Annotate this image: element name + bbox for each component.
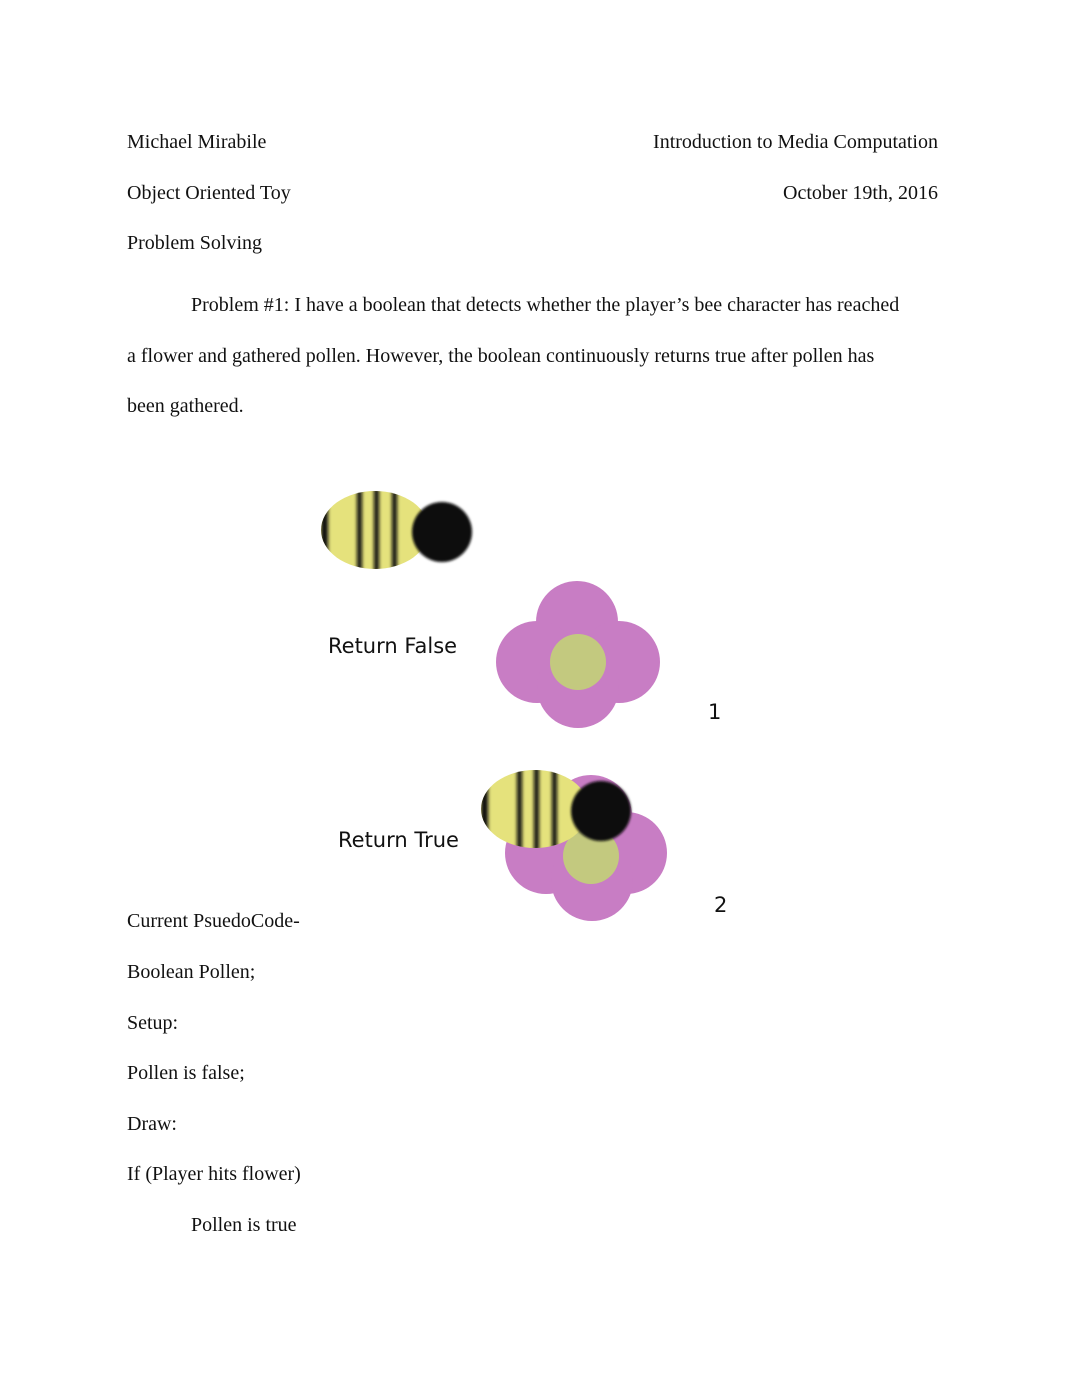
bee-1-stripe: [321, 488, 328, 572]
pseudocode-line: If (Player hits flower): [127, 1163, 301, 1185]
problem-line-1: Problem #1: I have a boolean that detects whether the player’s bee character has reached: [191, 294, 900, 316]
bee-1: [321, 488, 472, 572]
pseudocode-line: Pollen is false;: [127, 1062, 245, 1084]
flower-1-center: [550, 634, 606, 690]
bee-2-stripe: [552, 767, 557, 851]
bee-1-stripe: [357, 488, 362, 572]
label-number-2: 2: [714, 893, 728, 917]
bee-2-stripe: [517, 767, 522, 851]
pseudocode-line: Draw:: [127, 1113, 177, 1135]
problem-line-2: a flower and gathered pollen. However, the boolean continuously returns true after pollen has: [127, 344, 875, 367]
flower-1: [496, 581, 660, 728]
course-title: Introduction to Media Computation: [653, 131, 938, 153]
bee-1-stripe: [392, 488, 397, 572]
bee-2-stripe: [534, 767, 539, 851]
bee-2-stripe: [481, 767, 488, 851]
author-name: Michael Mirabile: [127, 131, 267, 153]
label-return-true: Return True: [338, 828, 459, 852]
pseudocode-line: Setup:: [127, 1012, 179, 1034]
pseudocode-line-indented: Pollen is true: [191, 1214, 297, 1236]
pseudocode-line: Boolean Pollen;: [127, 961, 256, 983]
label-number-1: 1: [708, 700, 722, 724]
project-title: Object Oriented Toy: [127, 182, 291, 204]
bee-1-stripe: [374, 488, 379, 572]
bee-1-head: [412, 502, 472, 562]
pseudocode-heading: Current PsuedoCode-: [127, 910, 300, 932]
problem-line-3: been gathered.: [127, 395, 244, 417]
label-return-false: Return False: [328, 634, 458, 658]
bee-2-head: [571, 781, 631, 841]
date: October 19th, 2016: [783, 182, 938, 204]
section-title: Problem Solving: [127, 232, 263, 254]
